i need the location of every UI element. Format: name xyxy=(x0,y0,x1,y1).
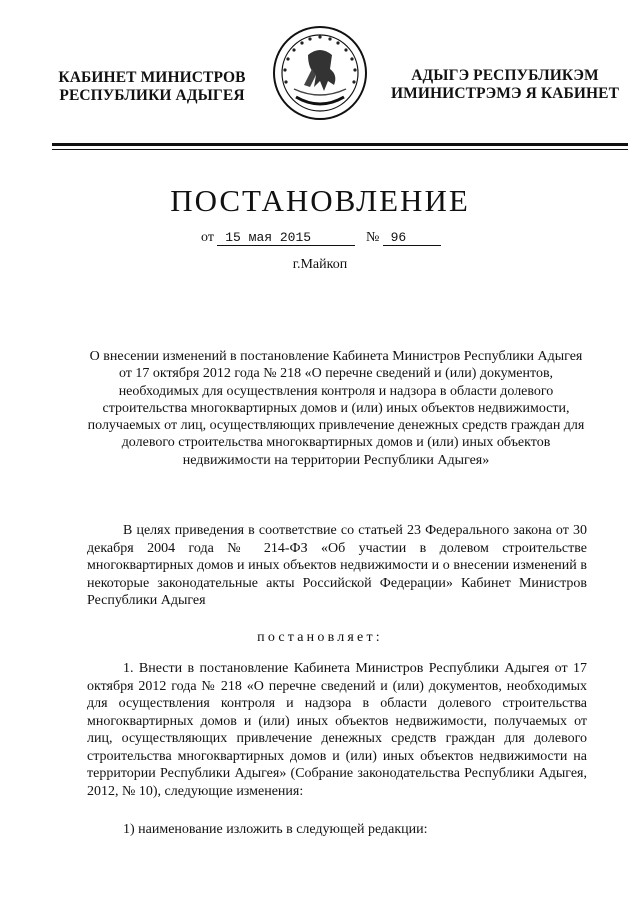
number-prefix: № xyxy=(365,230,380,245)
issuer-line-2: РЕСПУБЛИКИ АДЫГЕЯ xyxy=(59,87,245,104)
issuer-line-2: ИМИНИСТРЭМЭ Я КАБИНЕТ xyxy=(390,85,620,102)
document-subject: О внесении изменений в постановление Кабинета Министров Республики Адыгея от 17 октября 2012 года № 218 «О перечне сведений и (или) документов, необходимых для осуществления контроля и надзора в области долевого строительства многоквартирных домов и (или) иных объектов недвижимости, получаемых от лиц, осуществляющих привлечение денежных средств граждан для долевого строительства многоквартирных домов и (или) иных объектов недвижимости на территории Республики Адыгея» xyxy=(87,349,585,468)
date-number-line xyxy=(201,230,441,246)
document-title: ПОСТАНОВЛЕНИЕ xyxy=(170,183,470,218)
number-field: 96 xyxy=(383,231,441,246)
city: г.Майкоп xyxy=(292,257,348,272)
coat-of-arms-icon xyxy=(272,25,368,121)
item-1-subitem: 1) наименование изложить в следующей редакции: xyxy=(123,822,428,837)
preamble-text: В целях приведения в соответствие со статьей 23 Федерального закона от 30 декабря 2004 года № 214-ФЗ «Об участии в долевом строительстве многоквартирных домов и иных объектов недвижимости и о внесении изменений в некоторые законодательные акты Российской Федерации» Кабинет Министров Республики Адыгея xyxy=(87,523,587,608)
issuer-name-adyghe xyxy=(390,67,620,103)
item-1-text: 1. Внести в постановление Кабинета Министров Республики Адыгея от 17 октября 2012 года № 218 «О перечне сведений и (или) документов, необходимых для осуществления контроля и надзора в области долевого строительства многоквартирных домов и (или) иных объектов недвижимости, получаемых от лиц, осуществляющих привлечение денежных средств граждан для долевого строительства многоквартирных домов и (или) иных объектов недвижимости на территории Республики Адыгея» (Собрание законодательства Республики Адыгея, 2012, № 10), следующие изменения: xyxy=(87,661,587,799)
date-field: 15 мая 2015 xyxy=(217,231,355,246)
header-divider-thick xyxy=(52,143,628,146)
date-prefix: от xyxy=(201,230,214,245)
decree-word: постановляет: xyxy=(257,630,383,645)
issuer-name-russian xyxy=(52,69,252,105)
header-divider-thin xyxy=(52,149,628,150)
issuer-line-1: АДЫГЭ РЕСПУБЛИКЭМ xyxy=(411,67,599,84)
item-1-paragraph xyxy=(87,660,587,800)
preamble-paragraph xyxy=(87,522,587,610)
issuer-line-1: КАБИНЕТ МИНИСТРОВ xyxy=(58,69,246,86)
